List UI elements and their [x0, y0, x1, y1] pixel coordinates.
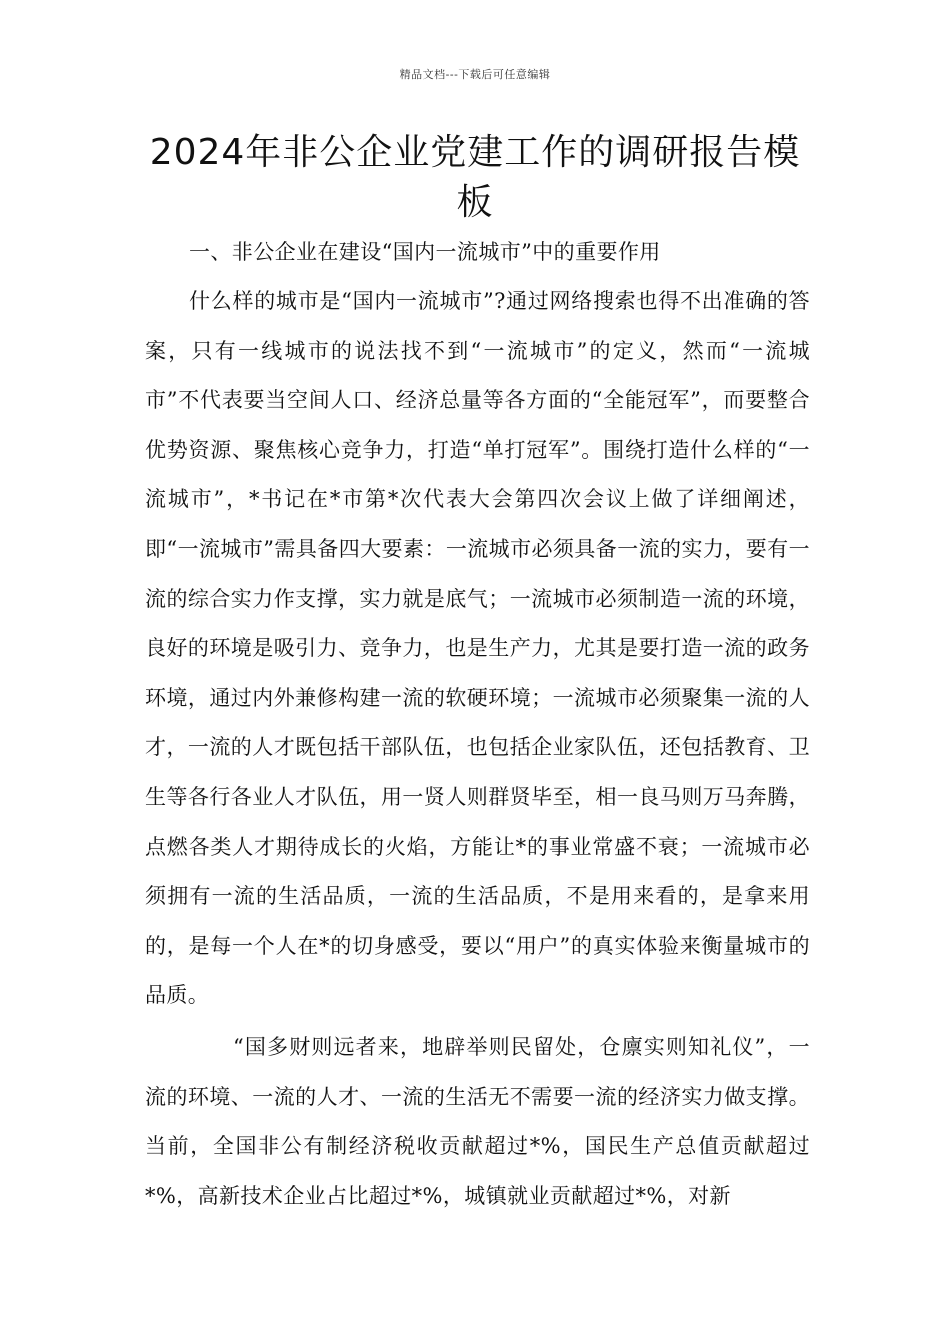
section-heading: 一、非公企业在建设“国内一流城市”中的重要作用	[189, 240, 661, 264]
body-paragraph-2: “国多财则远者来，地辟举则民留处，仓廪实则知礼仪”，一流的环境、一流的人才、一流的生活无不需要一流的经济实力做支撑。当前，全国非公有制经济税收贡献超过*%，国民生产总值贡献超过*%，高新技术企业占比超过*%，城镇就业贡献超过*%，对新	[145, 1035, 810, 1208]
body-paragraph-1: 什么样的城市是“国内一流城市”?通过网络搜索也得不出准确的答案，只有一线城市的说法找不到“一流城市”的定义，然而“一流城市”不代表要当空间人口、经济总量等各方面的“全能冠军”，而要整合优势资源、聚焦核心竞争力，打造“单打冠军”。围绕打造什么样的“一流城市”，*书记在*市第*次代表大会第四次会议上做了详细阐述，即“一流城市”需具备四大要素：一流城市必须具备一流的实力，要有一流的综合实力作支撑，实力就是底气；一流城市必须制造一流的环境，良好的环境是吸引力、竞争力，也是生产力，尤其是要打造一流的政务环境，通过内外兼修构建一流的软硬环境；一流城市必须聚集一流的人才，一流的人才既包括干部队伍，也包括企业家队伍，还包括教育、卫生等各行各业人才队伍，用一贤人则群贤毕至，相一良马则万马奔腾，点燃各类人才期待成长的火焰，方能让*的事业常盛不衰；一流城市必须拥有一流的生活品质，一流的生活品质，不是用来看的，是拿来用的，是每一个人在*的切身感受，要以“用户”的真实体验来衡量城市的品质。	[145, 289, 810, 1008]
document-title: 2024年非公企业党建工作的调研报告模板	[149, 132, 801, 223]
page-header-note: 精品文档---下载后可任意编辑	[399, 68, 551, 81]
